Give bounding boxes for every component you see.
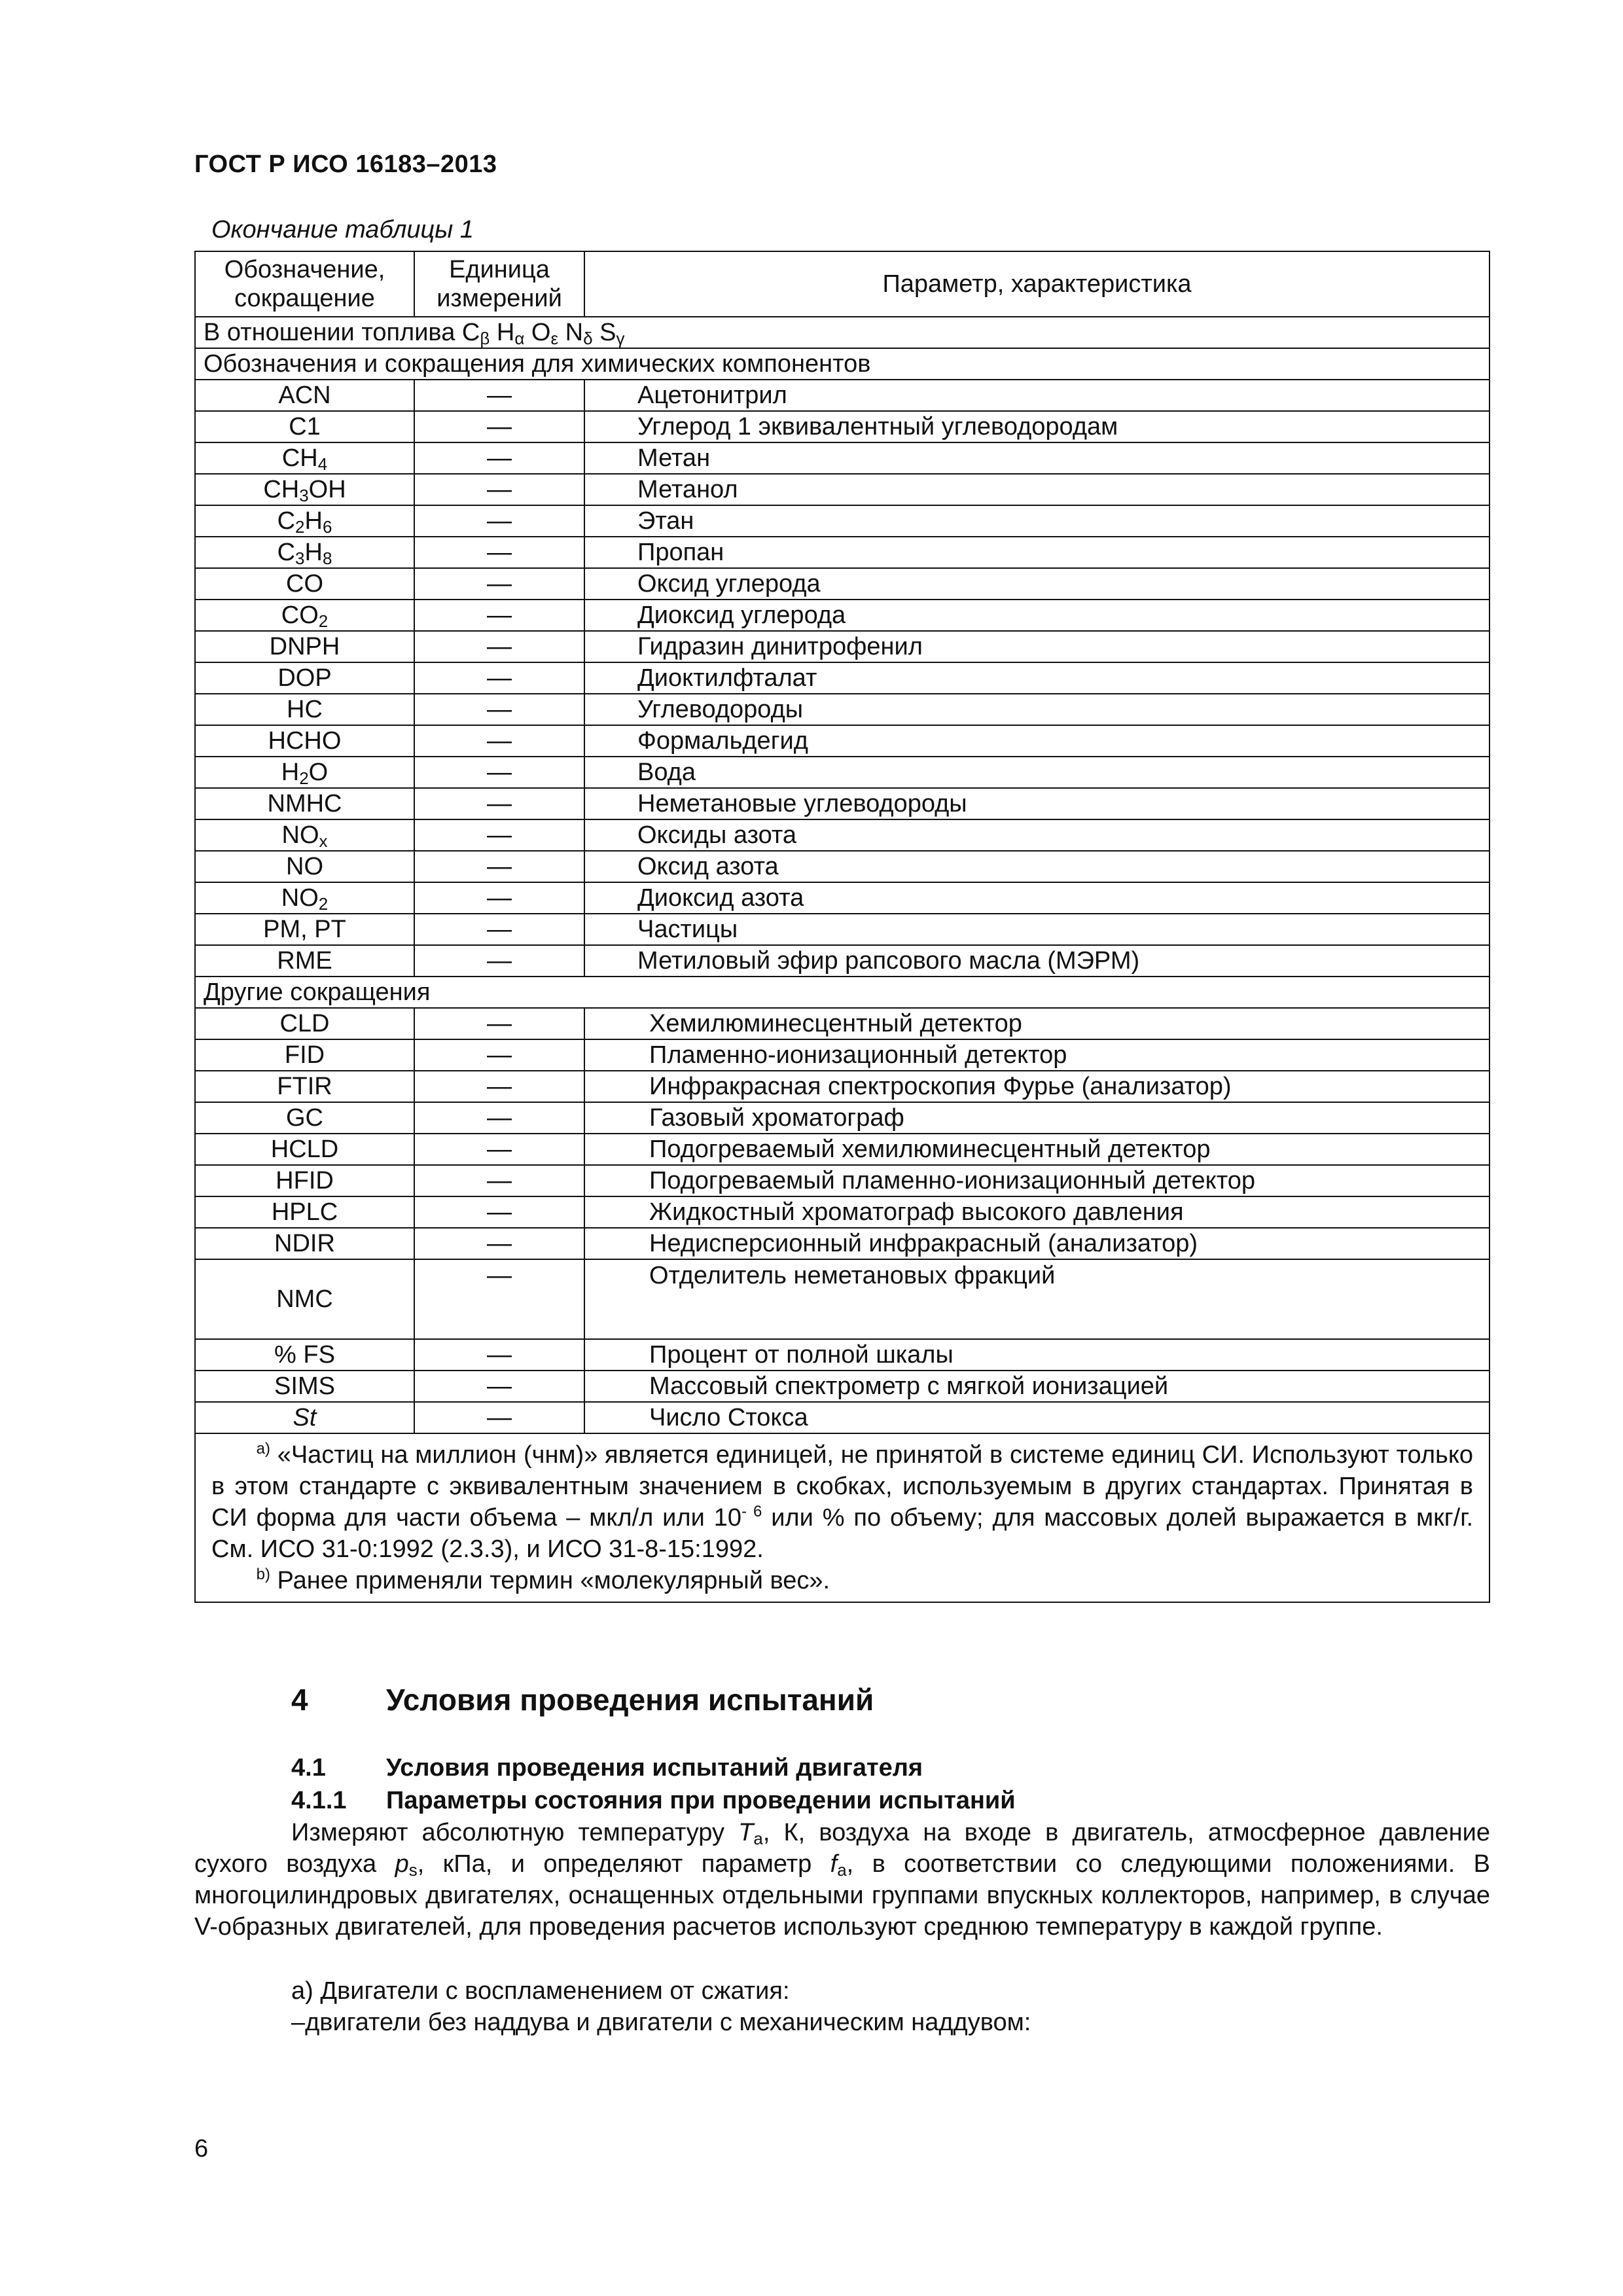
row-description: Число Стокса <box>584 1402 1489 1433</box>
row-description: Гидразин динитрофенил <box>584 631 1489 662</box>
table-row <box>195 914 1489 945</box>
table-row <box>195 788 1489 819</box>
row-description: Этан <box>584 505 1489 537</box>
row-unit: — <box>414 1071 584 1102</box>
fuel-formula: В отношении топлива $C_\beta$ $H_\alpha$ $O_\varepsilon$ $N_\delta$ $S_\gamma$ <box>195 317 1489 348</box>
row-unit: — <box>414 537 584 568</box>
row-unit: — <box>414 788 584 819</box>
section-4-1-heading: 4.1 Условия проведения испытаний двигателя <box>291 1754 923 1782</box>
row-code: HC <box>195 694 414 725</box>
row-unit: — <box>414 725 584 757</box>
row-description: Метанол <box>584 474 1489 505</box>
row-code: FID <box>195 1039 414 1071</box>
row-unit: — <box>414 380 584 411</box>
row-code: DOP <box>195 662 414 694</box>
table-row <box>195 600 1489 631</box>
table-row <box>195 851 1489 882</box>
row-code: St <box>195 1402 414 1433</box>
row-code: RME <box>195 945 414 977</box>
row-description: Частицы <box>584 914 1489 945</box>
row-unit: — <box>414 914 584 945</box>
row-code: % FS <box>195 1339 414 1371</box>
document-header: ГОСТ Р ИСО 16183–2013 <box>194 151 497 178</box>
row-unit: — <box>414 1371 584 1402</box>
table-row <box>195 1259 1489 1339</box>
row-code: NMHC <box>195 788 414 819</box>
row-unit: — <box>414 1102 584 1134</box>
item-a: а) Двигатели с воспламенением от сжатия: <box>291 1977 790 2005</box>
notes-row <box>195 1433 1489 1602</box>
row-code: FTIR <box>195 1071 414 1102</box>
other-section-row <box>195 977 1489 1008</box>
row-unit: — <box>414 882 584 914</box>
table-row <box>195 537 1489 568</box>
table-row <box>195 1039 1489 1071</box>
other-rows <box>195 1008 1489 1433</box>
row-unit: — <box>414 662 584 694</box>
row-description: Хемилюминесцентный детектор <box>584 1008 1489 1039</box>
row-description: Метан <box>584 442 1489 474</box>
row-code: NDIR <box>195 1228 414 1259</box>
row-description: Подогреваемый хемилюминесцентный детектор <box>584 1134 1489 1165</box>
row-code: DNPH <box>195 631 414 662</box>
row-description: Пламенно-ионизационный детектор <box>584 1039 1489 1071</box>
row-description: Формальдегид <box>584 725 1489 757</box>
paragraph-test-conditions: Измеряют абсолютную температуру $T_a$, К, воздуха на входе в двигатель, атмосферное давление сухого воздуха $p_s$, кПа, и определяют параметр $f_a$, в соответствии со следующими положениями. В многоцилиндровых двигателях, оснащенных отдельными группами впускных коллекторов, например, в случае V-образных двигателей, для проведения расчетов используют среднюю температуру в каждой группе. <box>194 1819 1490 1941</box>
table-row <box>195 411 1489 442</box>
row-unit: — <box>414 1259 584 1339</box>
row-unit: — <box>414 411 584 442</box>
table-row <box>195 882 1489 914</box>
row-code: $CH_3OH$ <box>195 474 414 505</box>
row-unit: — <box>414 1228 584 1259</box>
row-code: $CH_4$ <box>195 442 414 474</box>
row-unit: — <box>414 1008 584 1039</box>
row-unit: — <box>414 1134 584 1165</box>
table-body <box>195 251 1489 380</box>
row-unit: — <box>414 631 584 662</box>
row-unit: — <box>414 568 584 600</box>
row-description: Неметановые углеводороды <box>584 788 1489 819</box>
table-row <box>195 505 1489 537</box>
row-unit: — <box>414 1039 584 1071</box>
chem-section-title: Обозначения и сокращения для химических компонентов <box>195 348 1489 380</box>
row-description: Диоксид углерода <box>584 600 1489 631</box>
table-row <box>195 631 1489 662</box>
row-description: Оксиды азота <box>584 819 1489 851</box>
table-row <box>195 757 1489 788</box>
row-code: HFID <box>195 1165 414 1196</box>
row-description: Газовый хроматограф <box>584 1102 1489 1134</box>
row-code: NO <box>195 851 414 882</box>
table-row <box>195 662 1489 694</box>
row-description: Жидкостный хроматограф высокого давления <box>584 1196 1489 1228</box>
row-unit: — <box>414 1339 584 1371</box>
table-header-row <box>195 251 1489 317</box>
table-row <box>195 1134 1489 1165</box>
row-description: Вода <box>584 757 1489 788</box>
row-description: Диоксид азота <box>584 882 1489 914</box>
chem-section-row <box>195 348 1489 380</box>
table-notes <box>195 1433 1489 1602</box>
table-row <box>195 1102 1489 1134</box>
note-b: $^{b)}$ Ранее применяли термин «молекулярный вес». <box>256 1566 830 1594</box>
row-code: CLD <box>195 1008 414 1039</box>
row-code: NMC <box>195 1259 414 1339</box>
row-description: Ацетонитрил <box>584 380 1489 411</box>
note-a: $^{a)}$ «Частиц на миллион (чнм)» является единицей, не принятой в системе единиц СИ. Используют только в этом стандарте с эквивалентным значением в скобках, используемым в других стандартах. Принятая в СИ форма для части объема – мкл/л или $10^{- 6}$ или % по объему; для массовых долей выражается в мкг/г. См. ИСО 31-0:1992 (2.3.3), и ИСО 31-8-15:1992. <box>211 1440 1474 1563</box>
row-code: $CO_2$ <box>195 600 414 631</box>
other-section <box>195 977 1489 1008</box>
row-code: HPLC <box>195 1196 414 1228</box>
row-description: Углеводороды <box>584 694 1489 725</box>
table-row <box>195 442 1489 474</box>
row-code: CO <box>195 568 414 600</box>
notes-section <box>195 1433 1489 1602</box>
table-row <box>195 1371 1489 1402</box>
row-unit: — <box>414 945 584 977</box>
row-unit: — <box>414 694 584 725</box>
row-unit: — <box>414 757 584 788</box>
row-unit: — <box>414 819 584 851</box>
table-row <box>195 1339 1489 1371</box>
row-unit: — <box>414 1196 584 1228</box>
fuel-row <box>195 317 1489 348</box>
row-code: ACN <box>195 380 414 411</box>
section-4-1-1-heading: 4.1.1 Параметры состояния при проведении испытаний <box>291 1787 1016 1814</box>
row-unit: — <box>414 1165 584 1196</box>
other-section-title: Другие сокращения <box>195 977 1489 1008</box>
row-code: HCLD <box>195 1134 414 1165</box>
row-code: $C_2H_6$ <box>195 505 414 537</box>
row-code: GC <box>195 1102 414 1134</box>
table-row <box>195 1071 1489 1102</box>
row-unit: — <box>414 600 584 631</box>
row-description: Оксид азота <box>584 851 1489 882</box>
row-description: Инфракрасная спектроскопия Фурье (анализатор) <box>584 1071 1489 1102</box>
col-header-parameter: Параметр, характеристика <box>584 251 1489 317</box>
row-code: HCHO <box>195 725 414 757</box>
table-row <box>195 1402 1489 1433</box>
row-code: $H_2O$ <box>195 757 414 788</box>
section-4-heading: 4 Условия проведения испытаний <box>291 1683 874 1717</box>
row-unit: — <box>414 1402 584 1433</box>
row-description: Пропан <box>584 537 1489 568</box>
row-code: $NO_x$ <box>195 819 414 851</box>
table-row <box>195 1228 1489 1259</box>
table-row <box>195 819 1489 851</box>
row-code: C1 <box>195 411 414 442</box>
table-row <box>195 568 1489 600</box>
page-number: 6 <box>194 2135 209 2162</box>
row-unit: — <box>414 442 584 474</box>
row-code: $C_3H_8$ <box>195 537 414 568</box>
row-description: Подогреваемый пламенно-ионизационный детектор <box>584 1165 1489 1196</box>
col-header-designation: Обозначение, сокращение <box>195 251 414 317</box>
col-header-unit: Единица измерений <box>414 251 584 317</box>
table-row <box>195 1165 1489 1196</box>
table-row <box>195 474 1489 505</box>
chem-rows <box>195 380 1489 977</box>
row-description: Метиловый эфир рапсового масла (МЭРМ) <box>584 945 1489 977</box>
row-unit: — <box>414 851 584 882</box>
row-description: Процент от полной шкалы <box>584 1339 1489 1371</box>
row-code: SIMS <box>195 1371 414 1402</box>
row-code: PM, PT <box>195 914 414 945</box>
table-row <box>195 1196 1489 1228</box>
row-description: Массовый спектрометр с мягкой ионизацией <box>584 1371 1489 1402</box>
row-code: $NO_2$ <box>195 882 414 914</box>
table-row <box>195 694 1489 725</box>
abbreviations-table <box>194 251 1490 1603</box>
row-description: Углерод 1 эквивалентный углеводородам <box>584 411 1489 442</box>
table-row <box>195 1008 1489 1039</box>
table-caption: Окончание таблицы 1 <box>211 216 474 243</box>
table-row <box>195 380 1489 411</box>
row-unit: — <box>414 505 584 537</box>
table-row <box>195 725 1489 757</box>
row-description: Недисперсионный инфракрасный (анализатор) <box>584 1228 1489 1259</box>
row-description: Отделитель неметановых фракций <box>584 1259 1489 1339</box>
table-row <box>195 945 1489 977</box>
item-dash: –двигатели без наддува и двигатели с механическим наддувом: <box>291 2009 1031 2036</box>
row-description: Диоктилфталат <box>584 662 1489 694</box>
row-unit: — <box>414 474 584 505</box>
row-description: Оксид углерода <box>584 568 1489 600</box>
